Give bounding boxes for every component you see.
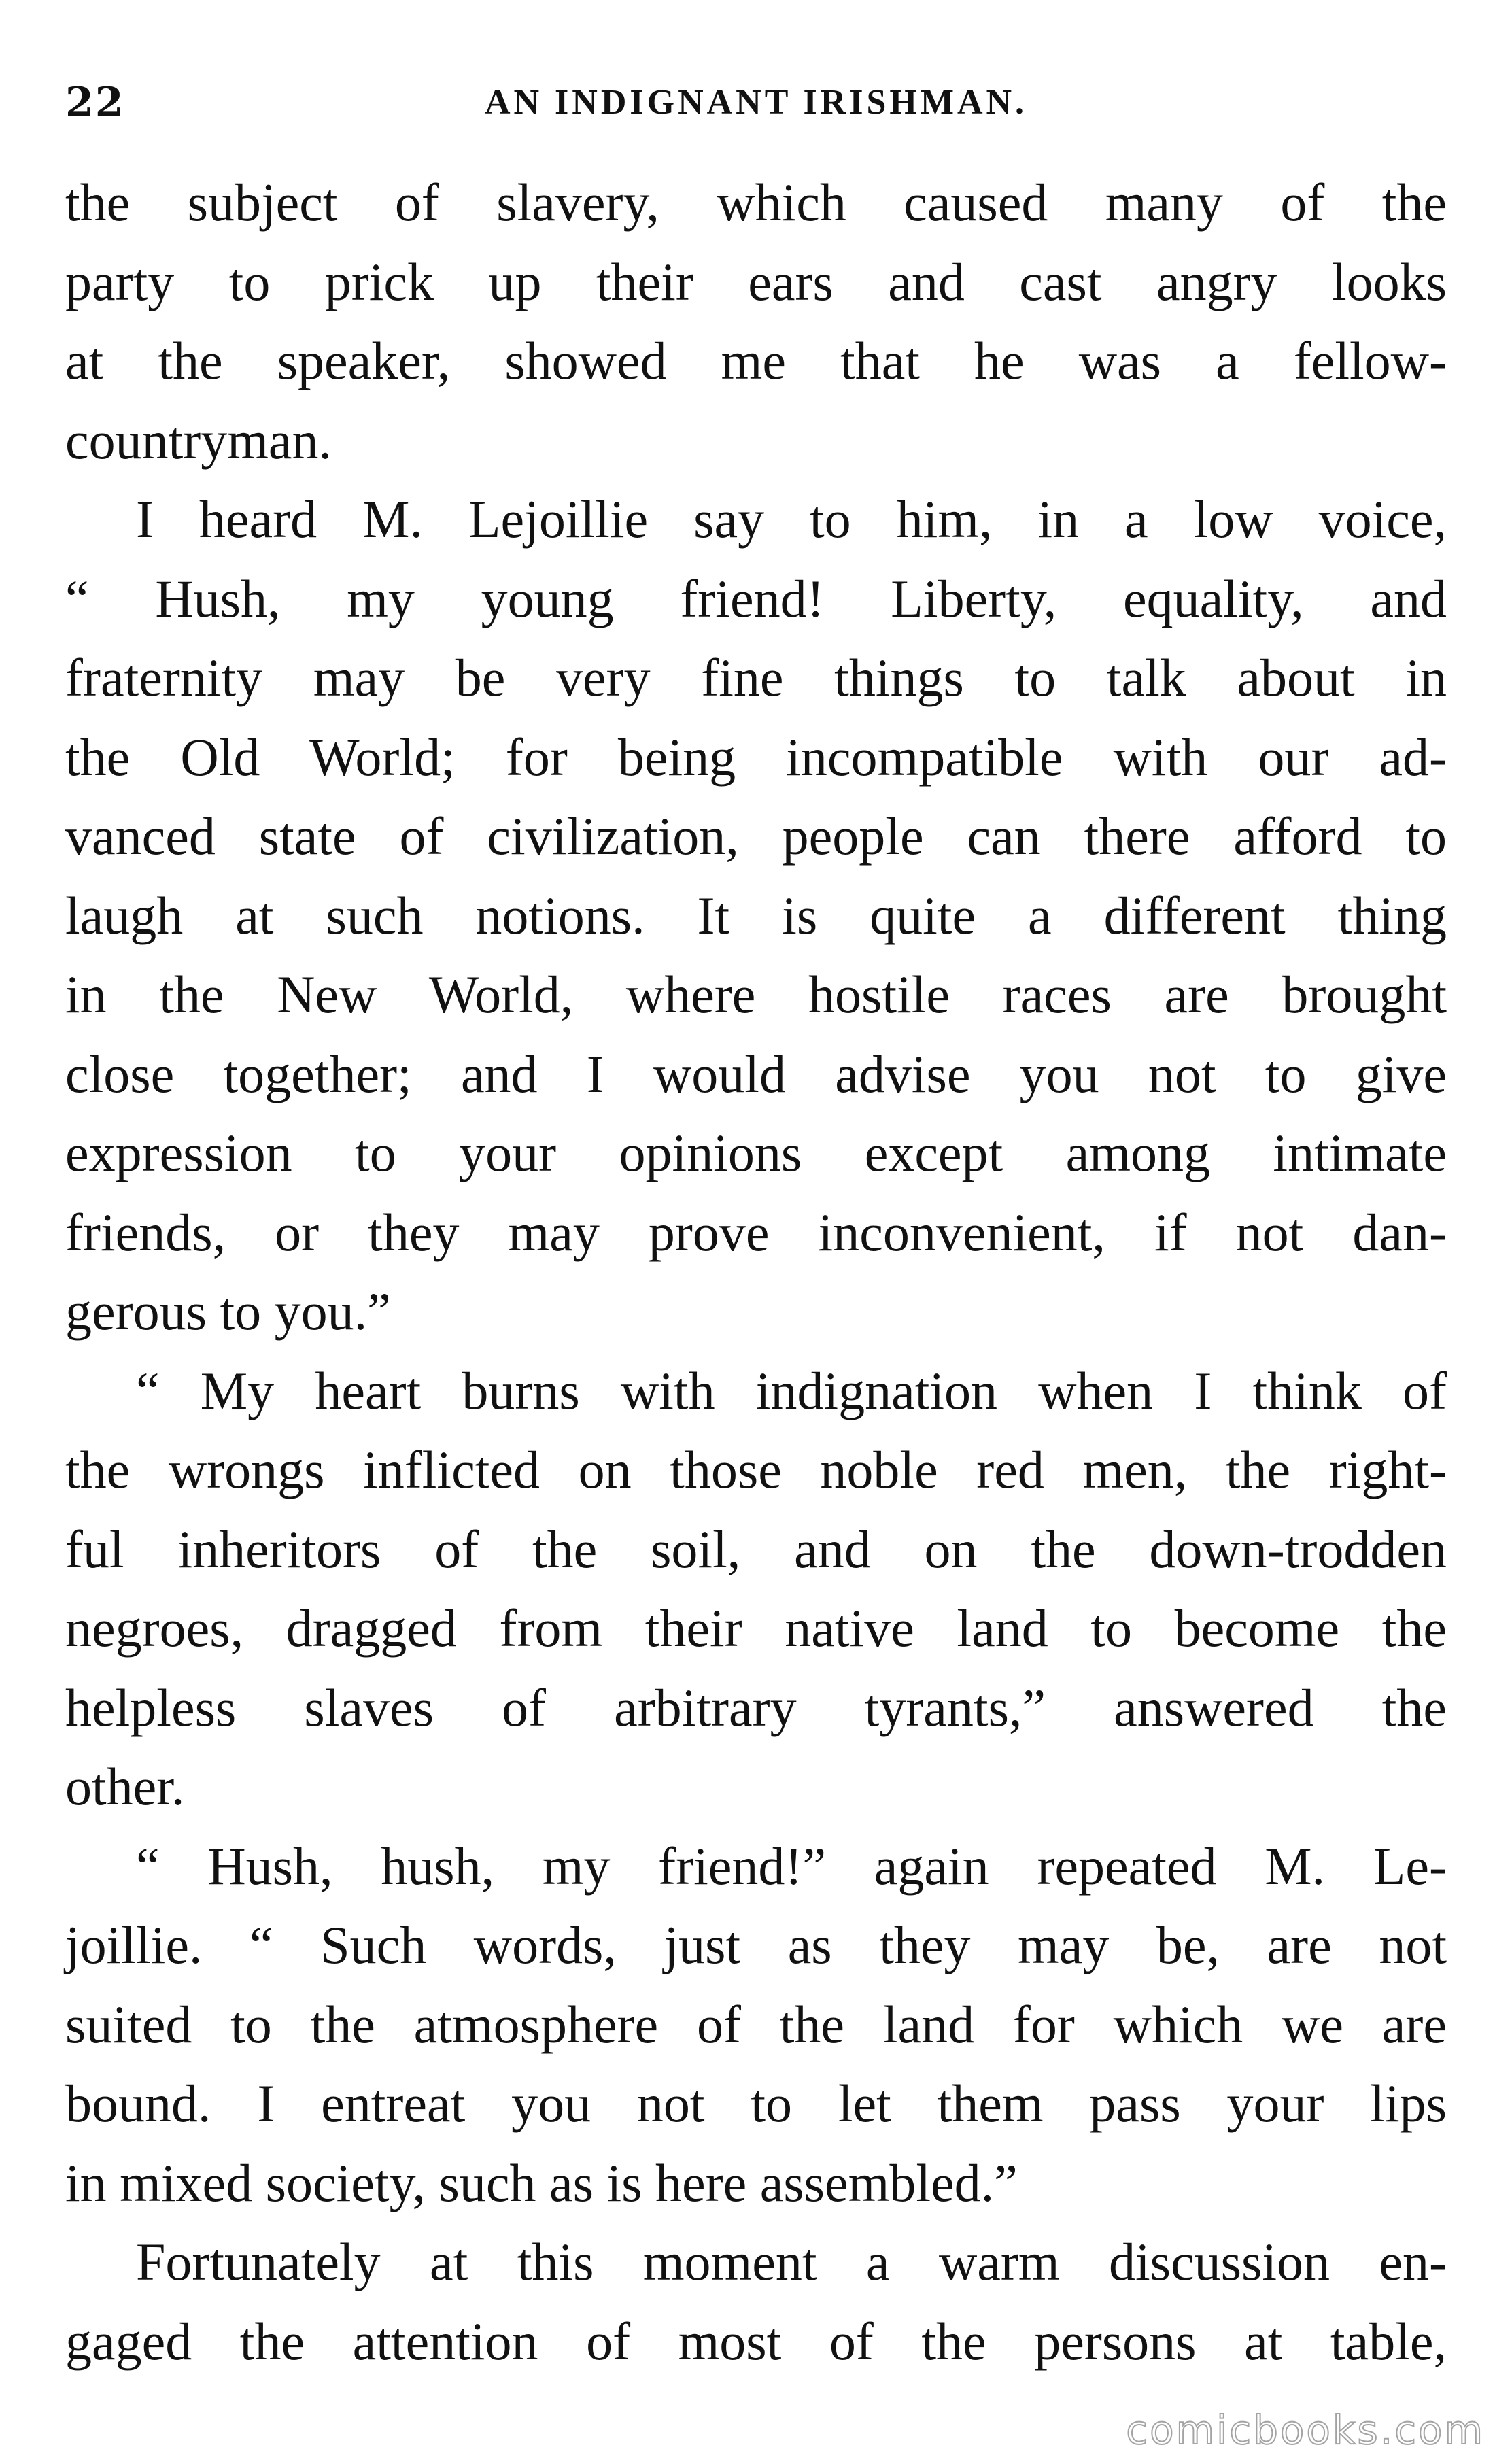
text-line: “ My heart burns with indignation when I think of	[136, 1361, 1447, 1420]
text-line: gerous to you.”	[65, 1282, 391, 1341]
text-line: joillie. “ Such words, just as they may be, are not	[65, 1915, 1447, 1974]
text-line: I heard M. Lejoillie say to him, in a low voice,	[136, 490, 1447, 549]
watermark: comicbooks.com	[1126, 2407, 1485, 2453]
text-line: at the speaker, showed me that he was a fellow-	[65, 331, 1447, 390]
text-line: negroes, dragged from their native land to become the	[65, 1598, 1447, 1658]
text-line: “ Hush, my young friend! Liberty, equality, and	[65, 568, 1447, 628]
text-line: close together; and I would advise you not to give	[65, 1044, 1447, 1103]
page-header	[65, 65, 1447, 140]
text-line: in the New World, where hostile races are brought	[65, 965, 1447, 1024]
text-line: suited to the atmosphere of the land for which we are	[65, 1994, 1447, 2054]
text-line: Fortunately at this moment a warm discussion en-	[136, 2232, 1447, 2291]
running-head: AN INDIGNANT IRISHMAN.	[484, 83, 1028, 122]
text-line: party to prick up their ears and cast angry looks	[65, 252, 1447, 311]
text-line: expression to your opinions except among intimate	[65, 1123, 1447, 1182]
text-line: ful inheritors of the soil, and on the down-trodden	[65, 1519, 1447, 1579]
text-line: countryman.	[65, 410, 332, 470]
text-line: the subject of slavery, which caused many of the	[65, 173, 1447, 232]
text-line: gaged the attention of most of the persons at table,	[65, 2311, 1447, 2371]
text-line: “ Hush, hush, my friend!” again repeated M. Le-	[136, 1836, 1447, 1896]
text-line: helpless slaves of arbitrary tyrants,” answered the	[65, 1677, 1447, 1737]
page-number: 22	[65, 79, 125, 126]
text-line: the Old World; for being incompatible with our ad-	[65, 727, 1447, 787]
text-line: in mixed society, such as is here assembled.”	[65, 2153, 1018, 2212]
text-line: bound. I entreat you not to let them pass your lips	[65, 2074, 1447, 2133]
body-text	[65, 163, 1447, 2381]
text-line: other.	[65, 1757, 185, 1816]
text-line: fraternity may be very fine things to talk about in	[65, 648, 1447, 707]
text-line: friends, or they may prove inconvenient, if not dan-	[65, 1202, 1447, 1262]
text-line: laugh at such notions. It is quite a different thing	[65, 885, 1447, 945]
text-line: vanced state of civilization, people can there afford to	[65, 806, 1447, 866]
text-line: the wrongs inflicted on those noble red men, the right-	[65, 1440, 1447, 1499]
